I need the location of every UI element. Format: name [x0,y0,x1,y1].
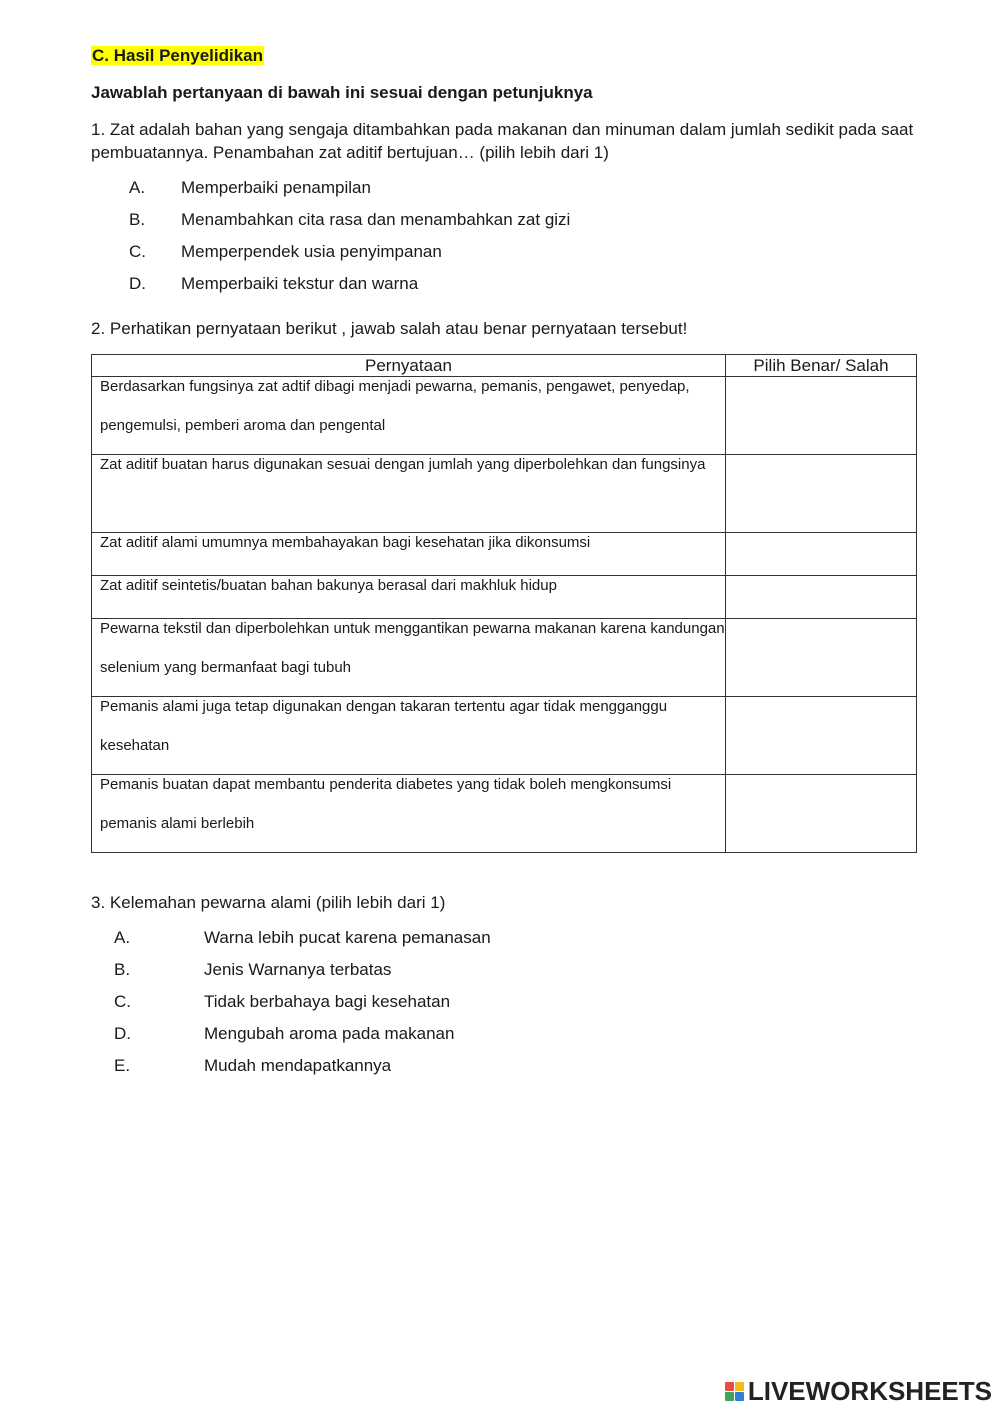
statement-cell [92,377,726,455]
option-text: Menambahkan cita rasa dan menambahkan zat gizi [181,210,571,229]
table-row [92,697,917,775]
answer-cell[interactable] [726,455,917,533]
table-row [92,619,917,697]
logo-square-green [725,1392,734,1401]
statement-text: Zat aditif buatan harus digunakan sesuai dengan jumlah yang diperbolehkan dan fungsinya [100,456,706,473]
question-3-text: 3. Kelemahan pewarna alami (pilih lebih dari 1) [91,893,446,912]
instruction-text: Jawablah pertanyaan di bawah ini sesuai dengan petunjuknya [91,83,593,102]
statement-cell [92,775,726,853]
option-letter: C. [114,992,131,1011]
option-text: Tidak berbahaya bagi kesehatan [204,992,451,1011]
q3-option-b[interactable] [114,959,814,991]
logo-square-blue [735,1392,744,1401]
answer-cell[interactable] [726,697,917,775]
q3-option-d[interactable] [114,1023,814,1055]
q1-option-b[interactable] [129,209,829,241]
option-text: Warna lebih pucat karena pemanasan [204,928,491,947]
table-row [92,775,917,853]
q3-option-a[interactable] [114,927,814,959]
answer-cell[interactable] [726,619,917,697]
table-row [92,455,917,533]
option-letter: A. [114,928,131,947]
answer-cell[interactable] [726,377,917,455]
statement-cell [92,619,726,697]
statement-text: Zat aditif alami umumnya membahayakan bagi kesehatan jika dikonsumsi [100,534,591,551]
statement-text: Zat aditif seintetis/buatan bahan bakunya berasal dari makhluk hidup [100,577,557,594]
statement-cell [92,697,726,775]
logo-square-red [725,1382,734,1391]
statement-cell [92,455,726,533]
option-letter: E. [114,1056,131,1075]
option-text: Mudah mendapatkannya [204,1056,392,1075]
option-text: Mengubah aroma pada makanan [204,1024,455,1043]
statement-text: Pemanis buatan dapat membantu penderita diabetes yang tidak boleh mengkonsumsi pemanis alami berlebih [100,776,672,832]
option-letter: C. [129,242,146,261]
option-letter: B. [114,960,131,979]
answer-cell[interactable] [726,775,917,853]
section-title-text: C. Hasil Penyelidikan [92,46,264,65]
question-1-text: 1. Zat adalah bahan yang sengaja ditambahkan pada makanan dan minuman dalam jumlah sedikit pada saat pembuatannya. Penambahan zat aditif bertujuan… (pilih lebih dari 1) [91,120,914,162]
q3-option-e[interactable] [114,1055,814,1087]
table-row [92,377,917,455]
q3-option-c[interactable] [114,991,814,1023]
answer-cell[interactable] [726,576,917,619]
statement-text: Pemanis alami juga tetap digunakan dengan takaran tertentu agar tidak mengganggu kesehatan [100,698,668,754]
option-text: Memperbaiki tekstur dan warna [181,274,419,293]
option-letter: B. [129,210,146,229]
brand-name: LIVEWORKSHEETS [747,1376,992,1406]
header-statement: Pernyataan [92,355,726,377]
question-2-text: 2. Perhatikan pernyataan berikut , jawab salah atau benar pernyataan tersebut! [91,319,688,338]
question-3-options [114,927,814,1087]
q1-option-c[interactable] [129,241,829,273]
answer-cell[interactable] [726,533,917,576]
option-letter: D. [114,1024,131,1043]
option-text: Memperpendek usia penyimpanan [181,242,442,261]
option-text: Memperbaiki penampilan [181,178,371,197]
q1-option-d[interactable] [129,273,829,305]
header-answer: Pilih Benar/ Salah [726,355,917,377]
logo-square-yellow [735,1382,744,1391]
option-letter: D. [129,274,146,293]
option-letter: A. [129,178,146,197]
liveworksheets-brand[interactable] [725,1377,992,1405]
statements-table [91,354,917,853]
option-text: Jenis Warnanya terbatas [204,960,392,979]
liveworksheets-logo-icon [725,1382,744,1401]
statement-text: Pewarna tekstil dan diperbolehkan untuk menggantikan pewarna makanan karena kandungan selenium yang bermanfaat bagi tubuh [100,620,725,676]
section-title [91,46,264,66]
statement-text: Berdasarkan fungsinya zat adtif dibagi menjadi pewarna, pemanis, pengawet, penyedap, pengemulsi, pemberi aroma dan pengental [100,378,690,434]
q1-option-a[interactable] [129,177,829,209]
question-1-options [129,177,829,305]
